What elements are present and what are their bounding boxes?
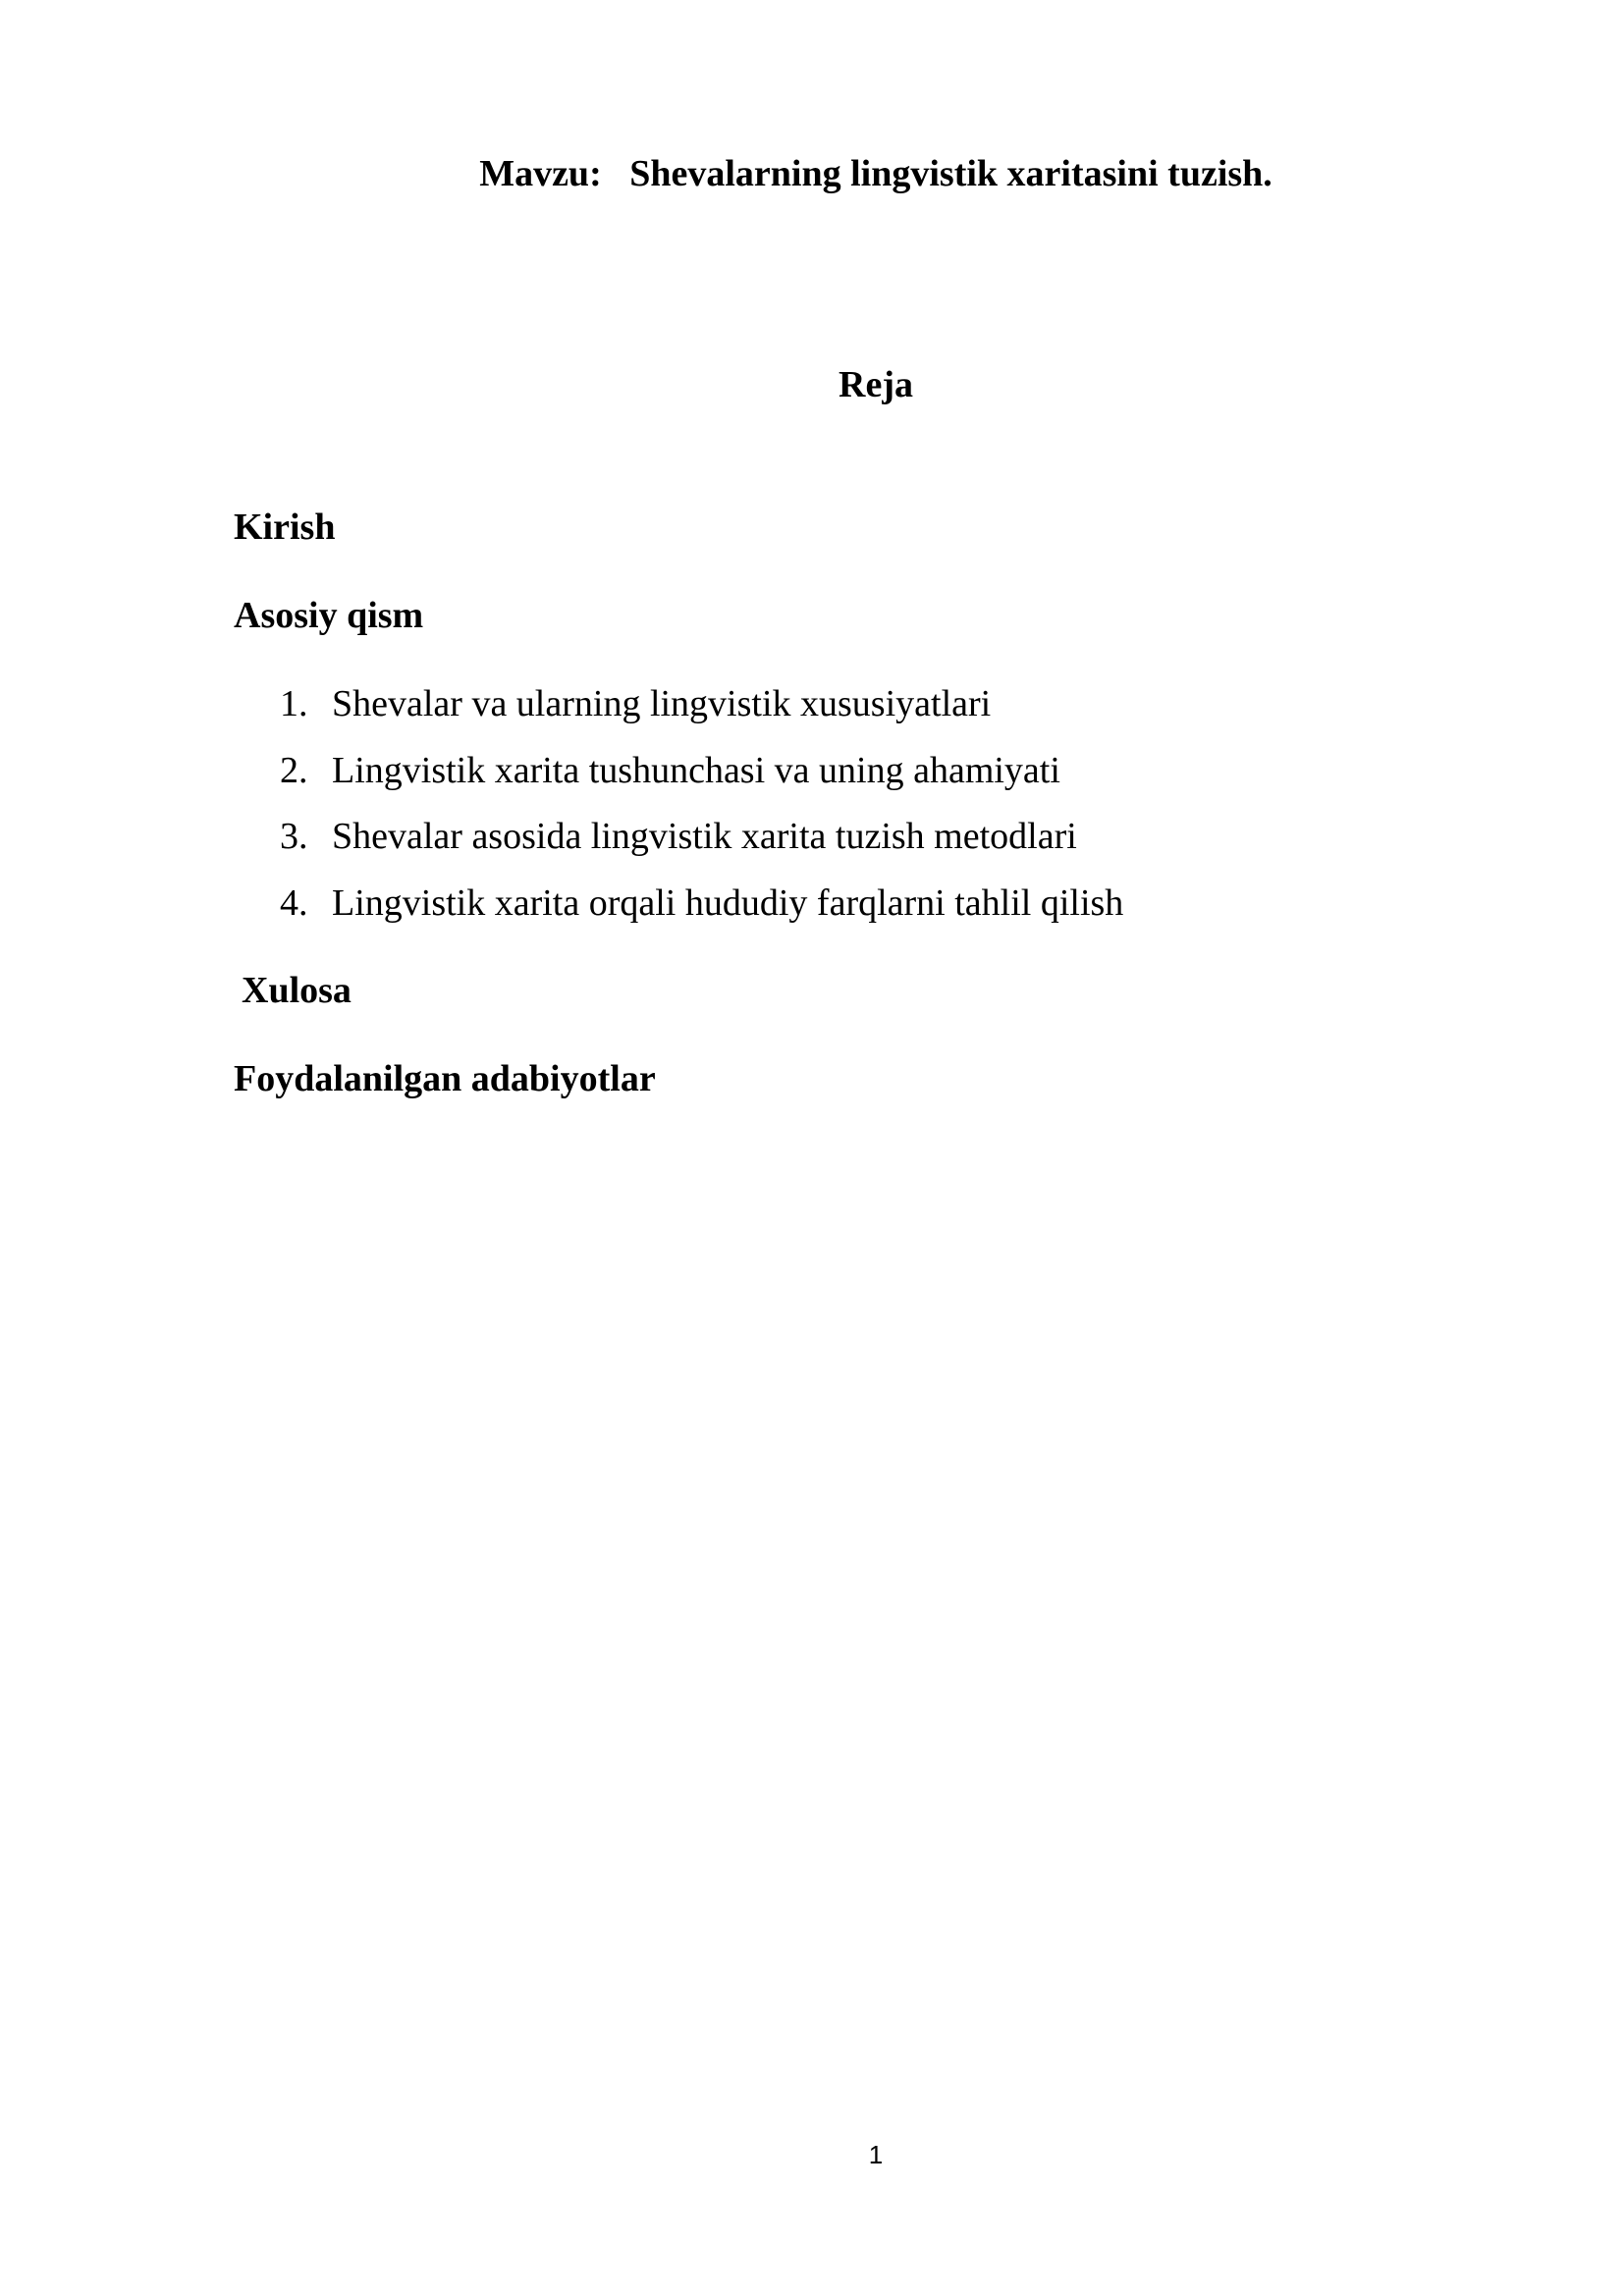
section-conclusion: Xulosa xyxy=(242,970,352,1011)
page-number: 1 xyxy=(868,2140,884,2169)
plan-item-text: Lingvistik xarita tushunchasi va uning ahamiyati xyxy=(332,749,1060,791)
plan-item xyxy=(280,881,1123,948)
plan-item-text: Shevalar asosida lingvistik xarita tuzish metodlari xyxy=(332,816,1077,857)
plan-item xyxy=(280,682,1123,749)
plan-item xyxy=(280,749,1123,816)
section-intro: Kirish xyxy=(234,507,336,548)
plan-item-number: 3. xyxy=(280,816,308,857)
plan-item-number: 2. xyxy=(280,749,308,791)
plan-item-text: Shevalar va ularning lingvistik xususiyatlari xyxy=(332,683,992,724)
section-references: Foydalanilgan adabiyotlar xyxy=(234,1058,656,1099)
plan-heading: Reja xyxy=(839,364,913,405)
plan-item xyxy=(280,815,1123,881)
plan-item-number: 1. xyxy=(280,683,308,724)
plan-item-text: Lingvistik xarita orqali hududiy farqlarni tahlil qilish xyxy=(332,881,1124,924)
plan-item-number: 4. xyxy=(280,881,308,924)
plan-list xyxy=(280,682,1123,947)
document-title: Mavzu: Shevalarning lingvistik xaritasini tuzish. xyxy=(479,153,1272,194)
section-main: Asosiy qism xyxy=(234,595,424,636)
